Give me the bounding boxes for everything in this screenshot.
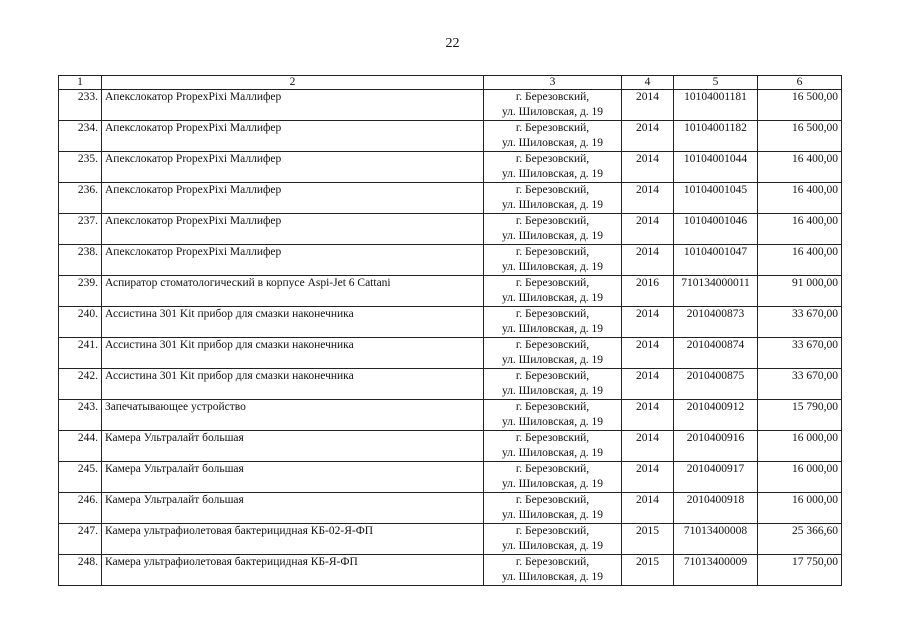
column-header: 6 bbox=[758, 76, 842, 90]
item-name: Апекслокатор PropexPixi Маллифер bbox=[102, 121, 484, 152]
row-number: 246. bbox=[59, 493, 102, 524]
item-year: 2015 bbox=[622, 524, 674, 555]
item-year: 2015 bbox=[622, 555, 674, 586]
address-street: ул. Шиловская, д. 19 bbox=[501, 416, 604, 428]
table-row bbox=[59, 245, 842, 276]
inventory-number: 710134000011 bbox=[674, 276, 758, 307]
item-cost: 15 790,00 bbox=[758, 400, 842, 431]
address-street: ул. Шиловская, д. 19 bbox=[501, 540, 604, 552]
address-city: г. Березовский, bbox=[515, 370, 590, 382]
item-address bbox=[484, 400, 622, 431]
item-year: 2014 bbox=[622, 493, 674, 524]
column-header: 4 bbox=[622, 76, 674, 90]
table-row bbox=[59, 307, 842, 338]
item-name: Аспиратор стоматологический в корпусе Aspi-Jet 6 Cattani bbox=[102, 276, 484, 307]
item-year: 2014 bbox=[622, 369, 674, 400]
item-name: Апекслокатор PropexPixi Маллифер bbox=[102, 214, 484, 245]
table-row bbox=[59, 152, 842, 183]
item-address bbox=[484, 555, 622, 586]
table-row bbox=[59, 183, 842, 214]
address-city: г. Березовский, bbox=[515, 339, 590, 351]
inventory-number: 10104001046 bbox=[674, 214, 758, 245]
address-street: ул. Шиловская, д. 19 bbox=[501, 261, 604, 273]
table-row bbox=[59, 369, 842, 400]
item-cost: 16 000,00 bbox=[758, 493, 842, 524]
item-cost: 16 400,00 bbox=[758, 183, 842, 214]
address-city: г. Березовский, bbox=[515, 122, 590, 134]
inventory-number: 10104001181 bbox=[674, 90, 758, 121]
inventory-table bbox=[58, 75, 842, 586]
row-number: 240. bbox=[59, 307, 102, 338]
item-name: Ассистина 301 Kit прибор для смазки наконечника bbox=[102, 338, 484, 369]
row-number: 239. bbox=[59, 276, 102, 307]
address-city: г. Березовский, bbox=[515, 184, 590, 196]
table-row bbox=[59, 90, 842, 121]
table-row bbox=[59, 462, 842, 493]
item-cost: 16 000,00 bbox=[758, 431, 842, 462]
address-city: г. Березовский, bbox=[515, 91, 590, 103]
address-city: г. Березовский, bbox=[515, 525, 590, 537]
address-street: ул. Шиловская, д. 19 bbox=[501, 354, 604, 366]
item-name: Апекслокатор PropexPixi Маллифер bbox=[102, 183, 484, 214]
item-cost: 91 000,00 bbox=[758, 276, 842, 307]
inventory-number: 2010400916 bbox=[674, 431, 758, 462]
item-name: Апекслокатор PropexPixi Маллифер bbox=[102, 90, 484, 121]
address-street: ул. Шиловская, д. 19 bbox=[501, 447, 604, 459]
item-name: Ассистина 301 Kit прибор для смазки наконечника bbox=[102, 369, 484, 400]
column-header: 1 bbox=[59, 76, 102, 90]
row-number: 244. bbox=[59, 431, 102, 462]
item-address bbox=[484, 121, 622, 152]
address-street: ул. Шиловская, д. 19 bbox=[501, 199, 604, 211]
item-cost: 16 500,00 bbox=[758, 90, 842, 121]
address-street: ул. Шиловская, д. 19 bbox=[501, 509, 604, 521]
inventory-number: 2010400917 bbox=[674, 462, 758, 493]
item-cost: 17 750,00 bbox=[758, 555, 842, 586]
item-cost: 33 670,00 bbox=[758, 307, 842, 338]
item-cost: 16 400,00 bbox=[758, 245, 842, 276]
table-body bbox=[59, 90, 842, 586]
inventory-number: 71013400008 bbox=[674, 524, 758, 555]
address-city: г. Березовский, bbox=[515, 556, 590, 568]
address-street: ул. Шиловская, д. 19 bbox=[501, 106, 604, 118]
row-number: 237. bbox=[59, 214, 102, 245]
address-street: ул. Шиловская, д. 19 bbox=[501, 323, 604, 335]
item-year: 2014 bbox=[622, 400, 674, 431]
inventory-number: 10104001044 bbox=[674, 152, 758, 183]
item-name: Камера Ультралайт большая bbox=[102, 493, 484, 524]
row-number: 238. bbox=[59, 245, 102, 276]
inventory-number: 2010400912 bbox=[674, 400, 758, 431]
table-row bbox=[59, 493, 842, 524]
item-cost: 16 400,00 bbox=[758, 214, 842, 245]
item-address bbox=[484, 462, 622, 493]
item-cost: 33 670,00 bbox=[758, 338, 842, 369]
item-cost: 33 670,00 bbox=[758, 369, 842, 400]
inventory-number: 10104001045 bbox=[674, 183, 758, 214]
item-address bbox=[484, 524, 622, 555]
table-row bbox=[59, 400, 842, 431]
item-address bbox=[484, 493, 622, 524]
item-year: 2014 bbox=[622, 338, 674, 369]
row-number: 234. bbox=[59, 121, 102, 152]
address-street: ул. Шиловская, д. 19 bbox=[501, 571, 604, 583]
item-address bbox=[484, 214, 622, 245]
item-year: 2014 bbox=[622, 307, 674, 338]
item-address bbox=[484, 183, 622, 214]
row-number: 242. bbox=[59, 369, 102, 400]
item-cost: 16 000,00 bbox=[758, 462, 842, 493]
address-street: ул. Шиловская, д. 19 bbox=[501, 478, 604, 490]
row-number: 247. bbox=[59, 524, 102, 555]
item-name: Камера Ультралайт большая bbox=[102, 462, 484, 493]
row-number: 233. bbox=[59, 90, 102, 121]
item-year: 2014 bbox=[622, 90, 674, 121]
inventory-number: 10104001182 bbox=[674, 121, 758, 152]
item-cost: 25 366,60 bbox=[758, 524, 842, 555]
item-name: Камера ультрафиолетовая бактерицидная КБ-02-Я-ФП bbox=[102, 524, 484, 555]
inventory-number: 71013400009 bbox=[674, 555, 758, 586]
row-number: 243. bbox=[59, 400, 102, 431]
item-year: 2014 bbox=[622, 245, 674, 276]
inventory-number: 2010400918 bbox=[674, 493, 758, 524]
table-row bbox=[59, 555, 842, 586]
address-city: г. Березовский, bbox=[515, 494, 590, 506]
row-number: 236. bbox=[59, 183, 102, 214]
item-year: 2014 bbox=[622, 183, 674, 214]
inventory-number: 10104001047 bbox=[674, 245, 758, 276]
item-name: Апекслокатор PropexPixi Маллифер bbox=[102, 245, 484, 276]
table-row bbox=[59, 276, 842, 307]
address-city: г. Березовский, bbox=[515, 153, 590, 165]
item-name: Апекслокатор PropexPixi Маллифер bbox=[102, 152, 484, 183]
column-header: 5 bbox=[674, 76, 758, 90]
item-year: 2014 bbox=[622, 152, 674, 183]
address-city: г. Березовский, bbox=[515, 215, 590, 227]
item-name: Камера Ультралайт большая bbox=[102, 431, 484, 462]
inventory-number: 2010400874 bbox=[674, 338, 758, 369]
item-address bbox=[484, 152, 622, 183]
page-number: 22 bbox=[445, 36, 460, 51]
address-street: ул. Шиловская, д. 19 bbox=[501, 137, 604, 149]
column-header: 2 bbox=[102, 76, 484, 90]
item-address bbox=[484, 245, 622, 276]
item-year: 2014 bbox=[622, 462, 674, 493]
address-city: г. Березовский, bbox=[515, 246, 590, 258]
item-year: 2016 bbox=[622, 276, 674, 307]
item-address bbox=[484, 307, 622, 338]
item-address bbox=[484, 369, 622, 400]
address-street: ул. Шиловская, д. 19 bbox=[501, 385, 604, 397]
item-name: Ассистина 301 Kit прибор для смазки наконечника bbox=[102, 307, 484, 338]
inventory-number: 2010400875 bbox=[674, 369, 758, 400]
item-address bbox=[484, 431, 622, 462]
table-row bbox=[59, 214, 842, 245]
row-number: 248. bbox=[59, 555, 102, 586]
item-cost: 16 500,00 bbox=[758, 121, 842, 152]
row-number: 235. bbox=[59, 152, 102, 183]
address-city: г. Березовский, bbox=[515, 308, 590, 320]
item-name: Запечатывающее устройство bbox=[102, 400, 484, 431]
address-street: ул. Шиловская, д. 19 bbox=[501, 230, 604, 242]
address-city: г. Березовский, bbox=[515, 432, 590, 444]
address-street: ул. Шиловская, д. 19 bbox=[501, 168, 604, 180]
item-cost: 16 400,00 bbox=[758, 152, 842, 183]
item-address bbox=[484, 276, 622, 307]
row-number: 241. bbox=[59, 338, 102, 369]
header-row bbox=[59, 76, 842, 90]
address-street: ул. Шиловская, д. 19 bbox=[501, 292, 604, 304]
table-row bbox=[59, 524, 842, 555]
item-address bbox=[484, 90, 622, 121]
table-row bbox=[59, 121, 842, 152]
table-row bbox=[59, 431, 842, 462]
table-row bbox=[59, 338, 842, 369]
item-year: 2014 bbox=[622, 214, 674, 245]
item-year: 2014 bbox=[622, 121, 674, 152]
item-address bbox=[484, 338, 622, 369]
column-header: 3 bbox=[484, 76, 622, 90]
item-name: Камера ультрафиолетовая бактерицидная КБ-Я-ФП bbox=[102, 555, 484, 586]
item-year: 2014 bbox=[622, 431, 674, 462]
address-city: г. Березовский, bbox=[515, 463, 590, 475]
inventory-number: 2010400873 bbox=[674, 307, 758, 338]
address-city: г. Березовский, bbox=[515, 401, 590, 413]
row-number: 245. bbox=[59, 462, 102, 493]
address-city: г. Березовский, bbox=[515, 277, 590, 289]
